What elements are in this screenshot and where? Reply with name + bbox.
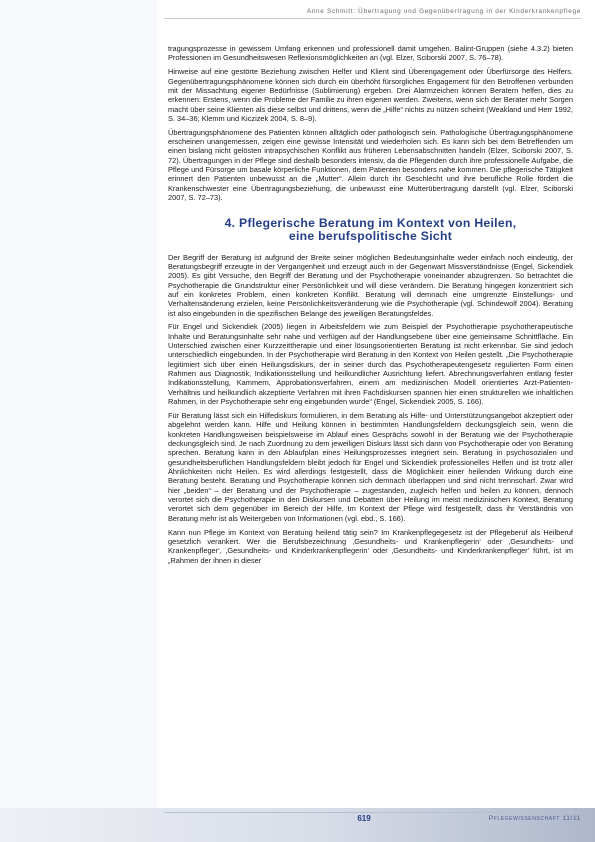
body-paragraph: Für Beratung lässt sich ein Hilfediskurs formulieren, in dem Beratung als Hilfe- und Unterstützungsangebot akzeptiert oder abgelehnt werden kann. Hilfe und Heilung können in bestimmten Handlungsfeldern deckungsgleich sein, wenn die konkreten Handlungsweisen beispielsweise im Ablauf eines Gesprächs sowohl in der Beratung wie der Psychotherapie deckungsgleich sind. Je nach Zuordnung zu dem jeweiligen Diskurs lässt sich dann von Psychotherapie oder von Beratung sprechen. Beratung kann in den Ablaufplan eines Heilungsprozesses integriert sein. Beratung in psychosozialen und gesundheitsberuflichen Handlungsfeldern bleibt jedoch für Engel und Sickendiek professionelles Helfen und ist trotz aller Ähnlichkeiten nicht Heilen. Es wird allerdings festgestellt, dass die Möglichkeit einer heilenden Wirkung durch eine Beratung besteht. Beratung und Psychotherapie können sich demnach überlappen und sind nicht trennscharf. Zwar wird hier „beiden“ – der Beratung und der Psychotherapie – zugestanden, zugleich helfen und heilen zu können, dennoch verortet sich die Psychotherapie in den Diskursen und Debatten über Heilung im meist medizinischen Kontext, Beratung verortet sich dem gegenüber im Bereich der Hilfe. Im Kontext der Pflege wird festgestellt, dass ihr Verständnis von Beratung mehr ist als Weitergeben von Informationen (vgl. ebd., S. 166). xyxy=(168,411,573,523)
body-paragraph: Übertragungsphänomene des Patienten können alltäglich oder pathologisch sein. Pathologische Übertragungsphänomene erscheinen unangemessen, zeigen eine gewisse Intensität und wiederholen sich. Es kann sich bei dem Betreffenden um einen bislang nicht gelösten intrapsychischen Konflikt aus früheren Lebensabschnitten handeln (Elzer, Sciborski 2007, S. 72). Übertragungen in der Pflege sind deshalb besonders intensiv, da die Pflegenden durch ihre professionelle Aufgabe, die Pflege und Fürsorge um basale körperliche Funktionen, dem Patienten besonders nahe kommen. Die pflegerische Tätigkeit erinnert den Patienten unbewusst an die „Mutter“. Allein durch ihr Geschlecht und ihre berufliche Rolle fördert die Krankenschwester eine Übertragungsbeziehung, die unbewusst eine Mutterübertragung darstellt (vgl. Elzer, Sciborski 2007, S. 72–73). xyxy=(168,127,573,203)
body-paragraph: Kann nun Pflege im Kontext von Beratung heilend tätig sein? Im Krankenpflegegesetz ist der Pflegeberuf als Heilberuf gesetzlich verankert. Wer die Berufsbezeichnung ‚Gesundheits- und Krankenpflegerin‘ oder ‚Gesundheits- und Krankenpfleger‘, ‚Gesundheits- und Kinderkrankenpflegerin‘ oder ‚Gesundheits- und Kinderkrankenpfleger‘ führt, ist im „Rahmen der ihnen in dieser xyxy=(168,527,573,565)
article-body xyxy=(168,44,573,570)
header-rule xyxy=(164,18,581,19)
section-heading-line-1: 4. Pflegerische Beratung im Kontext von Heilen, xyxy=(224,215,517,230)
footer-band xyxy=(0,808,595,842)
section-heading xyxy=(168,217,573,244)
left-margin-band xyxy=(0,0,158,842)
body-paragraph: Hinweise auf eine gestörte Beziehung zwischen Helfer und Klient sind Überengagement oder Überfürsorge des Helfers. Gegenübertragungsphänomene können sich durch ein überhöht fürsorgliches Engagement für den Betroffenen verbunden mit der Missachtung eigener Bedürfnisse (Sublimierung) ergeben. Drei Alarmzeichen können Beratern helfen, dies zu erkennen: Erstens, wenn die Probleme der Familie zu ihren eigenen werden. Zweitens, wenn sich der Berater mehr Sorgen macht über seine Klienten als diese selbst und drittens, wenn die „Hilfe“ nichts zu nützen scheint (Weakland und Herr 1992, S. 34–36; Klemm und Kiczizek 2004, S. 8–9). xyxy=(168,67,573,123)
running-header: Anne Schmitt: Übertragung und Gegenübertragung in der Kinderkrankenpflege xyxy=(306,8,581,15)
journal-issue: Pflegewissenschaft 11/11 xyxy=(488,815,581,822)
page-number: 619 xyxy=(357,814,371,823)
body-paragraph: Der Begriff der Beratung ist aufgrund der Breite seiner möglichen Bedeutungsinhalte weder einfach noch eindeutig, der Beratungsbegriff erzeugte in der Vergangenheit und erzeugt auch in der Gegenwart Missverständnisse (Engel, Sickendiek 2005). Es gibt Versuche, den Begriff der Beratung und der Psychotherapie voneinander abzugrenzen. So betrachtet die Psychotherapie die Grundstruktur einer Persönlichkeit und will diese verändern. Die Beratung hingegen konzentriert sich auf ein konkretes Problem, einen konkreten Konflikt. Beratung will demnach eine umgrenzte Einstellungs- und Verhaltensänderung erzielen, keine Persönlichkeitsveränderung wie die Psychotherapie (vgl. Schindewolf 2004). Beratung ist also eingebunden in die spezifischen Belange des jeweiligen Beratungsfeldes. xyxy=(168,252,573,318)
body-paragraph: Für Engel und Sickendiek (2005) liegen in Arbeitsfeldern wie zum Beispiel der Psychotherapie psychotherapeutische Inhalte und Beratungsinhalte sehr nahe und verfügen auf der Handlungsebene über eine gemeinsame Schnittfläche. Ein Unterschied zwischen einer Kurzzeittherapie und einer lösungsorientierten Beratung ist nicht erkennbar. Sie sind jedoch unterschiedlich eingebunden. In der Psychotherapie wird Beratung in den Kontext von Heilen gestellt. „Die Psychotherapie legitimiert sich über einen Heilungsdiskurs, der in seiner durch das Psychotherapeutengesetz regulierten Form einen Rahmen aus Diagnostik, Indikationsstellung und heilkundlicher Ausrichtung liefert. Abrechnungsverfahren entlang fester Indikationsstellung, Kammern, Approbationsverfahren, einem am medizinischen Modell orientiertes Arzt-Patienten-Verhältnis und heilkundlich akzeptierte Verfahren mit ihren Fachdiskursen spannen hier einen strukturellen wie inhaltlichen Rahmen, in der Psychotherapie sehr eng eingebunden wurde“ (Engel, Sickendiek 2005, S. 166). xyxy=(168,322,573,407)
footer-rule xyxy=(164,812,581,813)
section-heading-line-2: eine berufspolitische Sicht xyxy=(288,229,453,243)
body-paragraph: tragungsprozesse in gewissem Umfang erkennen und professionell damit umgehen. Balint-Gruppen (siehe 4.3.2) bieten Professionen im Gesundheitswesen Reflexionsmöglichkeiten an (vgl. Elzer, Sciborski 2007, S. 76–78). xyxy=(168,44,573,63)
